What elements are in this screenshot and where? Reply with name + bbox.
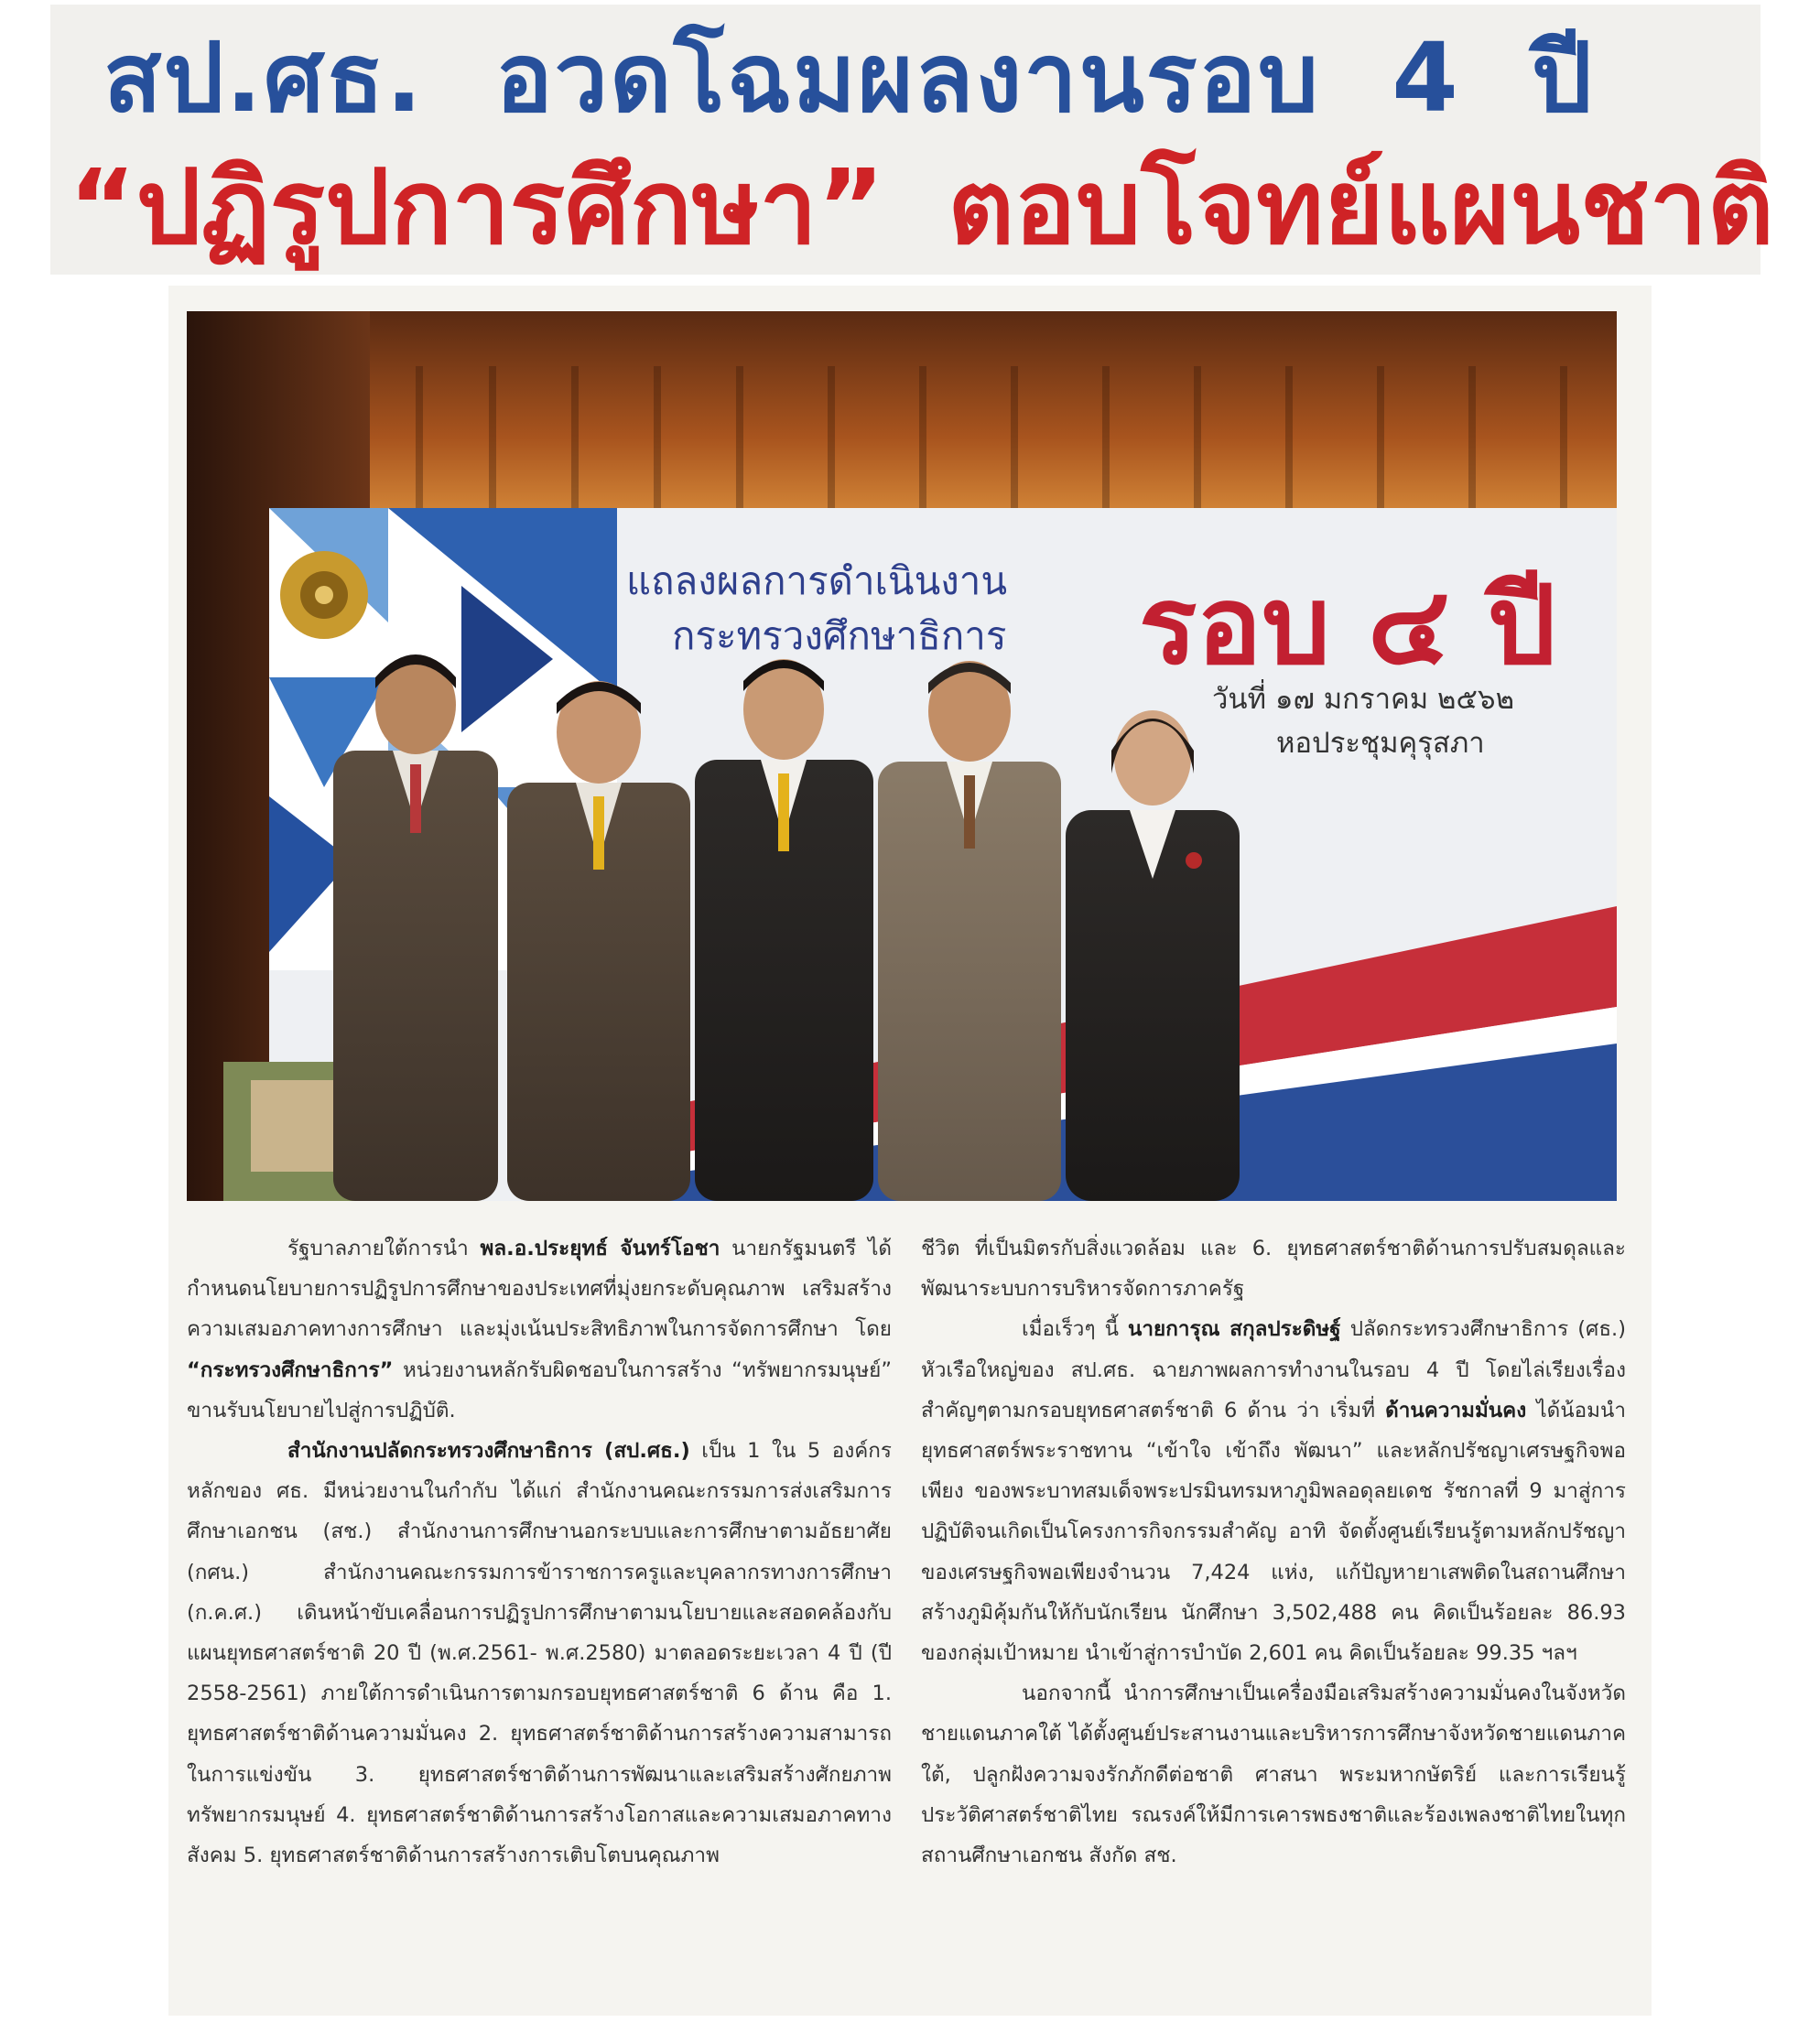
banner-date: วันที่ ๑๗ มกราคม ๒๕๖๒ xyxy=(1212,683,1515,716)
right-paragraph-0: ชีวิต ที่เป็นมิตรกับสิ่งแวดล้อม และ 6. ยุทธศาสตร์ชาติด้านการปรับสมดุลและพัฒนาระบบการบริหารจัดการภาครัฐ xyxy=(921,1237,1626,1302)
left-paragraph-1 xyxy=(187,1228,892,1431)
banner-round-4-years: รอบ ๔ ปี xyxy=(1139,562,1556,688)
headline-rest: ตอบโจทย์แผนชาติ xyxy=(948,148,1774,267)
pm-name: พล.อ.ประยุทธ์ จันทร์โอชา xyxy=(480,1237,720,1260)
headline-line-1: สป.ศธ. อวดโฉมผลงานรอบ 4 ปี xyxy=(103,22,1594,134)
text-run: ได้น้อมนำยุทธศาสตร์พระราชทาน “เข้าใจ เข้าถึง พัฒนา” และหลักปรัชญาเศรษฐกิจพอเพียง ของพระบาทสมเด็จพระปรมินทรมหาภูมิพลอดุลยเดช รัชกาลที่ 9 มาสู่การปฏิบัติจนเกิดเป็นโครงการกิจกรรมสำคัญ อาทิ จัดตั้งศูนย์เรียนรู้ตามหลักปรัชญาของเศรษฐกิจพอเพียงจำนวน 7,424 แห่ง, แก้ปัญหายาเสพติดในสถานศึกษา สร้างภูมิคุ้มกันให้กับนักเรียน นักศึกษา 3,502,488 คน คิดเป็นร้อยละ 86.93 ของกลุ่มเป้าหมาย นำเข้าสู่การบำบัด 2,601 คน คิดเป็นร้อยละ 99.35 ฯลฯ xyxy=(921,1398,1627,1666)
banner-line-1: แถลงผลการดำเนินงาน xyxy=(626,558,1008,603)
office-name: สำนักงานปลัดกระทรวงศึกษาธิการ (สป.ศธ.) xyxy=(287,1439,690,1464)
security-heading: ด้านความมั่นคง xyxy=(1385,1398,1527,1422)
text-run: รัฐบาลภายใต้การนำ xyxy=(287,1237,481,1260)
right-paragraph-2: นอกจากนี้ นำการศึกษาเป็นเครื่องมือเสริมสร้างความมั่นคงในจังหวัดชายแดนภาคใต้ ได้ตั้งศูนย์ประสานงานและบริหารการศึกษาจังหวัดชายแดนภาคใต้, ปลูกฝังความจงรักภักดีต่อชาติ ศาสนา พระมหากษัตริย์ และการเรียนรู้ ประวัติศาสตร์ชาติไทย รณรงค์ให้มีการเคารพธงชาติและร้องเพลงชาติไทยในทุกสถานศึกษาเอกชน สังกัด สช. xyxy=(921,1682,1626,1868)
press-photo xyxy=(187,311,1617,1201)
curtain xyxy=(187,311,1617,522)
text-run: ปลัดกระทรวงศึกษาธิการ (ศธ.) หัวเรือใหญ่ของ สป.ศธ. ฉายภาพผลการทำงานในรอบ 4 ปี โดยไล่เรียงเรื่องสำคัญๆตามกรอบยุทธศาสตร์ชาติ 6 ด้าน ว่า เริ่มที่ xyxy=(921,1317,1626,1422)
banner-line-2: กระทรวงศึกษาธิการ xyxy=(672,613,1007,658)
headline-band xyxy=(50,5,1774,275)
text-run: หน่วยงานหลักรับผิดชอบในการสร้าง “ทรัพยากรมนุษย์” ขานรับนโยบายไปสู่การปฏิบัติ. xyxy=(187,1357,892,1422)
banner-venue: หอประชุมคุรุสภา xyxy=(1276,727,1485,760)
text-run: เมื่อเร็วๆ นี้ xyxy=(1022,1317,1129,1342)
ministry-name: “กระทรวงศึกษาธิการ” xyxy=(187,1357,394,1382)
permanent-secretary-name: นายการุณ สกุลประดิษฐ์ xyxy=(1128,1317,1341,1342)
article-column-left xyxy=(187,1228,892,1876)
right-paragraph-1 xyxy=(921,1309,1626,1673)
headline-line-2 xyxy=(50,148,1774,267)
left-paragraph-2 xyxy=(187,1431,892,1876)
headline-quote: “ปฏิรูปการศึกษา” xyxy=(69,148,885,267)
text-run: เป็น 1 ใน 5 องค์กรหลักของ ศธ. มีหน่วยงานในกำกับ ได้แก่ สำนักงานคณะกรรมการส่งเสริมการศึกษาเอกชน (สช.) สำนักงานการศึกษานอกระบบและการศึกษาตามอัธยาศัย (กศน.) สำนักงานคณะกรรมการข้าราชการครูและบุคลากรทางการศึกษา (ก.ค.ศ.) เดินหน้าขับเคลื่อนการปฏิรูปการศึกษาตามนโยบายและสอดคล้องกับแผนยุทธศาสตร์ชาติ 20 ปี (พ.ศ.2561- พ.ศ.2580) มาตลอดระยะเวลา 4 ปี (ปี 2558-2561) ภายใต้การดำเนินการตามกรอบยุทธศาสตร์ชาติ 6 ด้าน คือ 1. ยุทธศาสตร์ชาติด้านความมั่นคง 2. ยุทธศาสตร์ชาติด้านการสร้างความสามารถในการแข่งขัน 3. ยุทธศาสตร์ชาติด้านการพัฒนาและเสริมสร้างศักยภาพทรัพยากรมนุษย์ 4. ยุทธศาสตร์ชาติด้านการสร้างโอกาสและความเสมอภาคทางสังคม 5. ยุทธศาสตร์ชาติด้านการสร้างการเติบโตบนคุณภาพ xyxy=(187,1439,892,1868)
article xyxy=(168,286,1652,2016)
text-run: นายกรัฐมนตรี ได้กำหนดนโยบายการปฏิรูปการศึกษาของประเทศที่มุ่งยกระดับคุณภาพ เสริมสร้าง ความเสมอภาคทางการศึกษา และมุ่งเน้นประสิทธิภาพในการจัดการศึกษา โดย xyxy=(187,1237,892,1342)
article-column-right xyxy=(921,1228,1626,1876)
